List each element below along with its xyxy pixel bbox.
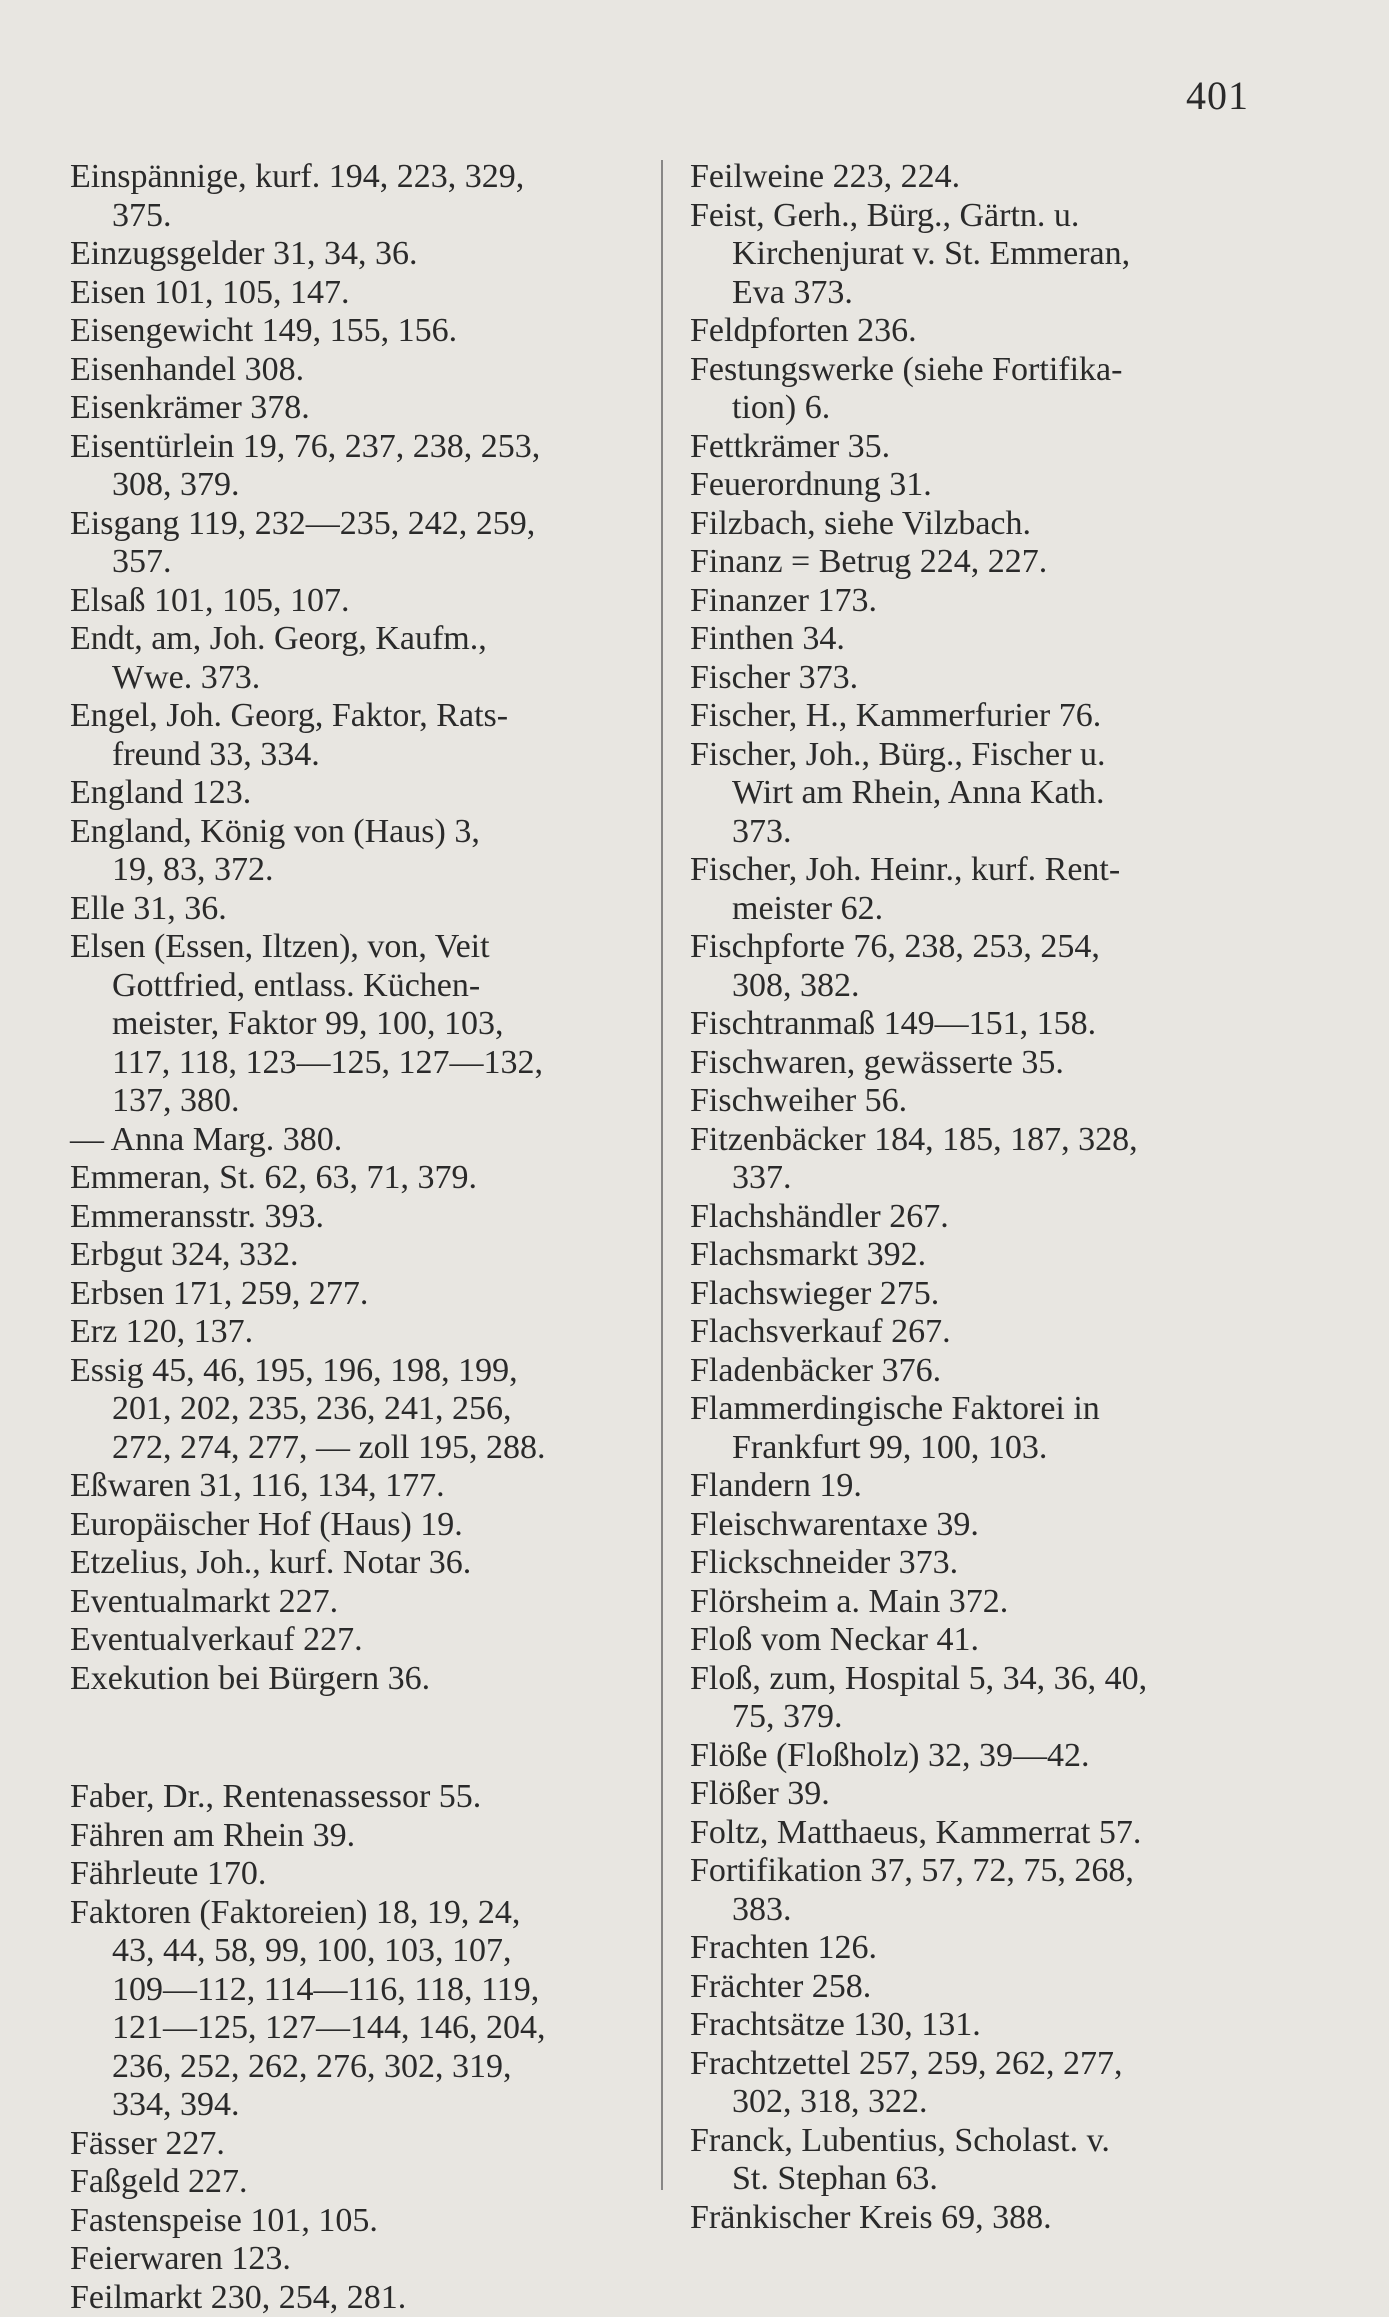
- index-entry-headword-line: Fortifikation 37, 57, 72, 75, 268,: [690, 1852, 1260, 1891]
- index-entry-continuation-line: 308, 379.: [70, 466, 635, 505]
- index-entry: [70, 1621, 635, 1660]
- index-entry-headword-line: Finthen 34.: [690, 620, 1260, 659]
- index-entry: [690, 543, 1260, 582]
- index-entry-continuation-line: Kirchenjurat v. St. Emmeran,: [690, 235, 1260, 274]
- index-entry-headword-line: Fischer 373.: [690, 659, 1260, 698]
- index-entry-continuation-line: 357.: [70, 543, 635, 582]
- index-entry: [70, 1660, 635, 1699]
- index-entry-headword-line: Feierwaren 123.: [70, 2240, 635, 2279]
- index-entry-headword-line: Flandern 19.: [690, 1467, 1260, 1506]
- index-entry: [690, 1044, 1260, 1083]
- index-entry-headword-line: Feldpforten 236.: [690, 312, 1260, 351]
- index-entry: [690, 620, 1260, 659]
- index-entry: [690, 2045, 1260, 2122]
- index-entry: [70, 890, 635, 929]
- index-entry: [70, 1236, 635, 1275]
- index-entry-continuation-line: Eva 373.: [690, 274, 1260, 313]
- index-entry-headword-line: Endt, am, Joh. Georg, Kaufm.,: [70, 620, 635, 659]
- index-entry-continuation-line: 308, 382.: [690, 967, 1260, 1006]
- left-section-f: [70, 1778, 635, 2317]
- index-entry: [70, 505, 635, 582]
- index-entry-headword-line: Etzelius, Joh., kurf. Notar 36.: [70, 1544, 635, 1583]
- index-entry: [70, 351, 635, 390]
- index-entry: [70, 1778, 635, 1817]
- index-entry-headword-line: Fischer, Joh. Heinr., kurf. Rent-: [690, 851, 1260, 890]
- index-entry-headword-line: Elsaß 101, 105, 107.: [70, 582, 635, 621]
- index-entry-headword-line: Fränkischer Kreis 69, 388.: [690, 2199, 1260, 2238]
- column-divider: [661, 160, 663, 2190]
- index-entry: [690, 312, 1260, 351]
- index-entry-headword-line: — Anna Marg. 380.: [70, 1121, 635, 1160]
- index-entry: [70, 928, 635, 1121]
- index-entry-headword-line: Flörsheim a. Main 372.: [690, 1583, 1260, 1622]
- index-entry: [70, 1313, 635, 1352]
- index-entry-headword-line: Eventualverkauf 227.: [70, 1621, 635, 1660]
- left-section-e: [70, 158, 635, 1698]
- index-entry-headword-line: Eisenkrämer 378.: [70, 389, 635, 428]
- index-entry-headword-line: Emmeransstr. 393.: [70, 1198, 635, 1237]
- index-entry-headword-line: Fährleute 170.: [70, 1855, 635, 1894]
- index-entry: [690, 928, 1260, 1005]
- index-entry-continuation-line: freund 33, 334.: [70, 736, 635, 775]
- left-column: [70, 158, 635, 2317]
- index-entry: [690, 1467, 1260, 1506]
- index-entry-headword-line: Feilweine 223, 224.: [690, 158, 1260, 197]
- index-entry: [690, 1583, 1260, 1622]
- index-entry-headword-line: Fladenbäcker 376.: [690, 1352, 1260, 1391]
- index-entry: [70, 774, 635, 813]
- index-entry-continuation-line: 373.: [690, 813, 1260, 852]
- index-entry-headword-line: Feuerordnung 31.: [690, 466, 1260, 505]
- index-entry: [70, 1855, 635, 1894]
- index-entry-headword-line: Foltz, Matthaeus, Kammerrat 57.: [690, 1814, 1260, 1853]
- index-entry: [690, 1544, 1260, 1583]
- index-entry-continuation-line: meister, Faktor 99, 100, 103,: [70, 1005, 635, 1044]
- index-entry-headword-line: Flachsmarkt 392.: [690, 1236, 1260, 1275]
- index-entry: [70, 312, 635, 351]
- index-entry-headword-line: Flachswieger 275.: [690, 1275, 1260, 1314]
- index-entry-headword-line: Franck, Lubentius, Scholast. v.: [690, 2122, 1260, 2161]
- index-entry-headword-line: Fischpforte 76, 238, 253, 254,: [690, 928, 1260, 967]
- index-entry-continuation-line: St. Stephan 63.: [690, 2160, 1260, 2199]
- index-entry: [70, 1583, 635, 1622]
- index-entry-continuation-line: 137, 380.: [70, 1082, 635, 1121]
- index-entry-headword-line: Frachtzettel 257, 259, 262, 277,: [690, 2045, 1260, 2084]
- index-entry-headword-line: Finanz = Betrug 224, 227.: [690, 543, 1260, 582]
- index-entry: [690, 1929, 1260, 1968]
- index-entry-headword-line: Fettkrämer 35.: [690, 428, 1260, 467]
- index-entry-headword-line: Faßgeld 227.: [70, 2163, 635, 2202]
- index-entry: [70, 620, 635, 697]
- index-entry-continuation-line: 236, 252, 262, 276, 302, 319,: [70, 2048, 635, 2087]
- index-entry-headword-line: Elsen (Essen, Iltzen), von, Veit: [70, 928, 635, 967]
- index-entry: [690, 428, 1260, 467]
- index-entry: [690, 1275, 1260, 1314]
- index-entry-headword-line: Einspännige, kurf. 194, 223, 329,: [70, 158, 635, 197]
- index-entry: [690, 2122, 1260, 2199]
- index-entry-continuation-line: meister 62.: [690, 890, 1260, 929]
- index-entry: [690, 1852, 1260, 1929]
- index-entry: [690, 659, 1260, 698]
- index-entry: [690, 351, 1260, 428]
- index-entry-continuation-line: 302, 318, 322.: [690, 2083, 1260, 2122]
- index-entry-headword-line: Fitzenbäcker 184, 185, 187, 328,: [690, 1121, 1260, 1160]
- index-entry-headword-line: Flickschneider 373.: [690, 1544, 1260, 1583]
- index-entry: [690, 1506, 1260, 1545]
- index-entry: [70, 235, 635, 274]
- index-entry: [70, 2202, 635, 2241]
- index-entry: [690, 1352, 1260, 1391]
- index-entry: [70, 1121, 635, 1160]
- index-entry-headword-line: Eisenhandel 308.: [70, 351, 635, 390]
- index-entry: [70, 1159, 635, 1198]
- index-entry: [70, 697, 635, 774]
- index-entry: [690, 1737, 1260, 1776]
- index-entry-headword-line: Exekution bei Bürgern 36.: [70, 1660, 635, 1699]
- index-entry: [690, 1660, 1260, 1737]
- index-entry-headword-line: Flößer 39.: [690, 1775, 1260, 1814]
- index-entry-continuation-line: 75, 379.: [690, 1698, 1260, 1737]
- index-entry-headword-line: Fischwaren, gewässerte 35.: [690, 1044, 1260, 1083]
- index-entry: [690, 1198, 1260, 1237]
- index-entry: [690, 2006, 1260, 2045]
- index-entry: [70, 2240, 635, 2279]
- index-entry-continuation-line: 121—125, 127—144, 146, 204,: [70, 2009, 635, 2048]
- index-entry-continuation-line: 337.: [690, 1159, 1260, 1198]
- index-entry-continuation-line: 272, 274, 277, — zoll 195, 288.: [70, 1429, 635, 1468]
- index-entry: [690, 1082, 1260, 1121]
- index-entry: [70, 582, 635, 621]
- index-entry: [70, 1198, 635, 1237]
- index-entry-headword-line: Europäischer Hof (Haus) 19.: [70, 1506, 635, 1545]
- index-entry-headword-line: Fischer, H., Kammerfurier 76.: [690, 697, 1260, 736]
- index-entry: [70, 1275, 635, 1314]
- index-entry-headword-line: Fleischwarentaxe 39.: [690, 1506, 1260, 1545]
- index-entry-headword-line: Faktoren (Faktoreien) 18, 19, 24,: [70, 1894, 635, 1933]
- index-entry-headword-line: Flammerdingische Faktorei in: [690, 1390, 1260, 1429]
- index-entry: [70, 1506, 635, 1545]
- index-entry-headword-line: Fischtranmaß 149—151, 158.: [690, 1005, 1260, 1044]
- right-column: [690, 158, 1260, 2237]
- index-entry: [690, 1814, 1260, 1853]
- index-entry-headword-line: Filzbach, siehe Vilzbach.: [690, 505, 1260, 544]
- index-entry-headword-line: Frachtsätze 130, 131.: [690, 2006, 1260, 2045]
- index-entry-headword-line: Engel, Joh. Georg, Faktor, Rats-: [70, 697, 635, 736]
- index-entry-headword-line: Floß vom Neckar 41.: [690, 1621, 1260, 1660]
- section-gap: [70, 1698, 635, 1778]
- index-entry-headword-line: Eisen 101, 105, 147.: [70, 274, 635, 313]
- index-entry: [690, 2199, 1260, 2238]
- index-entry: [690, 1121, 1260, 1198]
- index-entry: [690, 1236, 1260, 1275]
- index-entry-continuation-line: 375.: [70, 197, 635, 236]
- index-entry-headword-line: England, König von (Haus) 3,: [70, 813, 635, 852]
- index-entry: [70, 2279, 635, 2317]
- index-entry-headword-line: Finanzer 173.: [690, 582, 1260, 621]
- index-entry: [690, 158, 1260, 197]
- index-entry: [690, 1621, 1260, 1660]
- index-entry-headword-line: Frächter 258.: [690, 1968, 1260, 2007]
- index-entry-continuation-line: 19, 83, 372.: [70, 851, 635, 890]
- index-entry-headword-line: Eisentürlein 19, 76, 237, 238, 253,: [70, 428, 635, 467]
- index-entry: [690, 1005, 1260, 1044]
- index-entry: [690, 1775, 1260, 1814]
- index-entry-headword-line: Erbgut 324, 332.: [70, 1236, 635, 1275]
- index-entry-headword-line: Elle 31, 36.: [70, 890, 635, 929]
- index-entry: [70, 1467, 635, 1506]
- index-entry: [690, 851, 1260, 928]
- index-entry: [70, 813, 635, 890]
- index-entry-headword-line: Eßwaren 31, 116, 134, 177.: [70, 1467, 635, 1506]
- index-entry-headword-line: Eisgang 119, 232—235, 242, 259,: [70, 505, 635, 544]
- index-entry-continuation-line: Wirt am Rhein, Anna Kath.: [690, 774, 1260, 813]
- index-entry-headword-line: Floß, zum, Hospital 5, 34, 36, 40,: [690, 1660, 1260, 1699]
- index-entry: [690, 736, 1260, 852]
- index-entry: [70, 428, 635, 505]
- index-entry-headword-line: Eisengewicht 149, 155, 156.: [70, 312, 635, 351]
- index-entry-headword-line: Flachshändler 267.: [690, 1198, 1260, 1237]
- index-entry-continuation-line: tion) 6.: [690, 389, 1260, 428]
- index-entry-continuation-line: 334, 394.: [70, 2086, 635, 2125]
- index-entry-headword-line: Essig 45, 46, 195, 196, 198, 199,: [70, 1352, 635, 1391]
- index-entry: [690, 466, 1260, 505]
- index-entry-headword-line: Erbsen 171, 259, 277.: [70, 1275, 635, 1314]
- index-entry: [690, 197, 1260, 313]
- index-entry-headword-line: Fastenspeise 101, 105.: [70, 2202, 635, 2241]
- index-entry: [690, 1968, 1260, 2007]
- index-entry-headword-line: Fähren am Rhein 39.: [70, 1817, 635, 1856]
- index-entry: [70, 389, 635, 428]
- index-entry-headword-line: Erz 120, 137.: [70, 1313, 635, 1352]
- index-entry-headword-line: Faber, Dr., Rentenassessor 55.: [70, 1778, 635, 1817]
- index-entry-continuation-line: Gottfried, entlass. Küchen-: [70, 967, 635, 1006]
- index-entry-continuation-line: 383.: [690, 1891, 1260, 1930]
- index-entry-headword-line: Festungswerke (siehe Fortifika-: [690, 351, 1260, 390]
- index-entry: [70, 158, 635, 235]
- index-entry-continuation-line: 201, 202, 235, 236, 241, 256,: [70, 1390, 635, 1429]
- index-entry: [690, 582, 1260, 621]
- index-entry-headword-line: Fässer 227.: [70, 2125, 635, 2164]
- index-entry: [690, 697, 1260, 736]
- index-entry: [70, 1817, 635, 1856]
- index-entry: [70, 1544, 635, 1583]
- index-entry-continuation-line: 43, 44, 58, 99, 100, 103, 107,: [70, 1932, 635, 1971]
- index-entry-headword-line: Eventualmarkt 227.: [70, 1583, 635, 1622]
- index-entry: [70, 2163, 635, 2202]
- index-entry-headword-line: Flachsverkauf 267.: [690, 1313, 1260, 1352]
- index-entry: [70, 2125, 635, 2164]
- index-entry-headword-line: Feilmarkt 230, 254, 281.: [70, 2279, 635, 2317]
- index-entry: [690, 1390, 1260, 1467]
- index-entry: [690, 505, 1260, 544]
- index-entry-headword-line: Fischweiher 56.: [690, 1082, 1260, 1121]
- index-entry-continuation-line: Wwe. 373.: [70, 659, 635, 698]
- index-entry-continuation-line: 109—112, 114—116, 118, 119,: [70, 1971, 635, 2010]
- index-entry: [70, 274, 635, 313]
- index-entry-headword-line: Feist, Gerh., Bürg., Gärtn. u.: [690, 197, 1260, 236]
- index-entry-continuation-line: Frankfurt 99, 100, 103.: [690, 1429, 1260, 1468]
- index-entry-headword-line: Emmeran, St. 62, 63, 71, 379.: [70, 1159, 635, 1198]
- index-entry-headword-line: Frachten 126.: [690, 1929, 1260, 1968]
- index-entry-headword-line: Fischer, Joh., Bürg., Fischer u.: [690, 736, 1260, 775]
- page-number: 401: [1186, 72, 1249, 119]
- index-entry-headword-line: Einzugsgelder 31, 34, 36.: [70, 235, 635, 274]
- right-section-f: [690, 158, 1260, 2237]
- index-entry-headword-line: Flöße (Floßholz) 32, 39—42.: [690, 1737, 1260, 1776]
- index-entry-headword-line: England 123.: [70, 774, 635, 813]
- index-entry: [70, 1894, 635, 2125]
- index-entry-continuation-line: 117, 118, 123—125, 127—132,: [70, 1044, 635, 1083]
- index-entry: [70, 1352, 635, 1468]
- index-entry: [690, 1313, 1260, 1352]
